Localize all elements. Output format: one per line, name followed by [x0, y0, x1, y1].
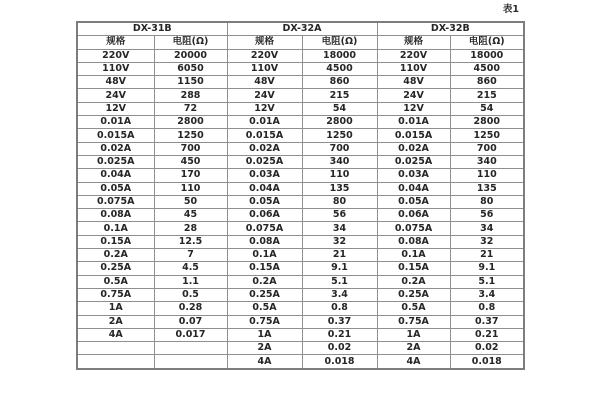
table-cell: 0.5A [77, 275, 154, 288]
table-cell: 1A [227, 328, 302, 341]
table-cell: 0.1A [77, 222, 154, 235]
table-cell: 24V [377, 89, 450, 102]
table-cell: 2A [77, 315, 154, 328]
table-row [77, 129, 524, 142]
table-cell: 0.04A [77, 169, 154, 182]
table-row [77, 275, 524, 288]
table-cell: 0.017 [154, 328, 227, 341]
table-cell: 0.075A [77, 195, 154, 208]
table-header [77, 22, 524, 49]
table-cell: 4500 [450, 62, 524, 75]
table-cell: 21 [450, 249, 524, 262]
table-cell: 340 [302, 155, 377, 168]
table-cell: 0.8 [302, 302, 377, 315]
table-cell: 80 [450, 195, 524, 208]
table-cell: 0.08A [377, 235, 450, 248]
table-cell: 0.05A [377, 195, 450, 208]
table-cell: 2A [227, 342, 302, 355]
table-cell: 4500 [302, 62, 377, 75]
table-cell: 110V [377, 62, 450, 75]
table-cell: 0.04A [377, 182, 450, 195]
table-cell: 215 [302, 89, 377, 102]
table-cell: 0.28 [154, 302, 227, 315]
table-cell [154, 355, 227, 369]
table-row [77, 155, 524, 168]
section-title-dx32a: DX-32A [227, 22, 377, 36]
table-cell: 4A [227, 355, 302, 369]
table-row [77, 328, 524, 341]
table-row [77, 302, 524, 315]
table-cell: 24V [77, 89, 154, 102]
table-row [77, 89, 524, 102]
table-cell: 0.01A [77, 116, 154, 129]
table-cell: 12.5 [154, 235, 227, 248]
table-body [77, 49, 524, 369]
table-cell: 2A [377, 342, 450, 355]
table-cell: 0.2A [77, 249, 154, 262]
table-cell: 0.5A [227, 302, 302, 315]
table-cell: 1150 [154, 76, 227, 89]
section-title-dx31b: DX-31B [77, 22, 227, 36]
table-cell: 110V [77, 62, 154, 75]
table-cell: 1A [377, 328, 450, 341]
table-cell [77, 355, 154, 369]
table-cell: 0.37 [450, 315, 524, 328]
table-row [77, 62, 524, 75]
table-cell: 0.04A [227, 182, 302, 195]
table-cell: 135 [302, 182, 377, 195]
table-cell: 0.03A [377, 169, 450, 182]
table-cell: 1250 [302, 129, 377, 142]
table-cell: 170 [154, 169, 227, 182]
table-cell: 21 [302, 249, 377, 262]
table-cell: 0.1A [227, 249, 302, 262]
table-cell: 0.02A [227, 142, 302, 155]
table-cell: 0.02A [377, 142, 450, 155]
table-cell: 0.015A [377, 129, 450, 142]
table-cell: 48V [377, 76, 450, 89]
table-cell: 2800 [154, 116, 227, 129]
table-row [77, 315, 524, 328]
table-cell: 0.02 [302, 342, 377, 355]
table-cell: 0.15A [77, 235, 154, 248]
column-header-resistance: 电阻(Ω) [154, 36, 227, 49]
column-header-spec: 规格 [227, 36, 302, 49]
table-row [77, 142, 524, 155]
table-cell: 0.1A [377, 249, 450, 262]
table-cell: 6050 [154, 62, 227, 75]
table-cell: 18000 [450, 49, 524, 62]
table-cell: 0.75A [227, 315, 302, 328]
table-cell: 700 [450, 142, 524, 155]
table-cell: 1A [77, 302, 154, 315]
table-cell: 215 [450, 89, 524, 102]
table-cell: 80 [302, 195, 377, 208]
table-cell: 9.1 [450, 262, 524, 275]
section-title-dx32b: DX-32B [377, 22, 524, 36]
table-cell: 12V [77, 102, 154, 115]
table-cell: 0.21 [302, 328, 377, 341]
table-row [77, 169, 524, 182]
table-cell: 110 [302, 169, 377, 182]
table-cell: 56 [302, 209, 377, 222]
table-cell: 3.4 [450, 288, 524, 301]
table-row [77, 195, 524, 208]
table-cell: 0.01A [377, 116, 450, 129]
table-cell: 7 [154, 249, 227, 262]
table-row [77, 76, 524, 89]
column-header-spec: 规格 [77, 36, 154, 49]
table-cell: 0.02 [450, 342, 524, 355]
table-cell: 0.5A [377, 302, 450, 315]
table-cell: 0.15A [227, 262, 302, 275]
table-cell: 1250 [154, 129, 227, 142]
table-cell: 0.015A [227, 129, 302, 142]
table-cell: 0.5 [154, 288, 227, 301]
table-cell: 0.075A [227, 222, 302, 235]
table-cell: 2800 [302, 116, 377, 129]
table-cell: 45 [154, 209, 227, 222]
table-cell: 24V [227, 89, 302, 102]
table-cell: 4.5 [154, 262, 227, 275]
table-cell: 32 [302, 235, 377, 248]
column-header-resistance: 电阻(Ω) [450, 36, 524, 49]
table-cell: 0.018 [302, 355, 377, 369]
table-row [77, 249, 524, 262]
table-caption: 表1 [502, 4, 519, 15]
table-row [77, 116, 524, 129]
table-cell: 20000 [154, 49, 227, 62]
table-cell: 12V [377, 102, 450, 115]
table-cell: 110 [154, 182, 227, 195]
table-cell: 3.4 [302, 288, 377, 301]
table-cell: 54 [302, 102, 377, 115]
table-cell: 48V [227, 76, 302, 89]
table-cell: 0.21 [450, 328, 524, 341]
table-cell: 0.03A [227, 169, 302, 182]
column-header-resistance: 电阻(Ω) [302, 36, 377, 49]
table-cell: 56 [450, 209, 524, 222]
table-cell: 0.025A [227, 155, 302, 168]
table-cell: 2800 [450, 116, 524, 129]
table-cell: 110V [227, 62, 302, 75]
table-cell: 220V [377, 49, 450, 62]
table-cell: 28 [154, 222, 227, 235]
table-row [77, 222, 524, 235]
table-cell: 72 [154, 102, 227, 115]
table-row [77, 209, 524, 222]
table-cell [154, 342, 227, 355]
table-cell: 0.018 [450, 355, 524, 369]
table-row [77, 288, 524, 301]
table-cell: 0.2A [227, 275, 302, 288]
table-cell: 0.05A [227, 195, 302, 208]
table-cell: 32 [450, 235, 524, 248]
table-cell: 9.1 [302, 262, 377, 275]
table-row [77, 49, 524, 62]
table-cell: 0.06A [377, 209, 450, 222]
table-cell: 0.2A [377, 275, 450, 288]
table-row [77, 102, 524, 115]
table-cell: 0.06A [227, 209, 302, 222]
section-title-row [77, 22, 524, 36]
table-cell: 1.1 [154, 275, 227, 288]
column-header-row [77, 36, 524, 49]
table-cell: 54 [450, 102, 524, 115]
table-cell: 0.15A [377, 262, 450, 275]
table-cell: 0.25A [227, 288, 302, 301]
table-cell: 860 [302, 76, 377, 89]
table-cell: 288 [154, 89, 227, 102]
table-row [77, 355, 524, 369]
table-cell: 5.1 [302, 275, 377, 288]
table-cell: 340 [450, 155, 524, 168]
table-cell: 220V [227, 49, 302, 62]
table-cell: 48V [77, 76, 154, 89]
table-cell: 0.08A [227, 235, 302, 248]
table-cell: 50 [154, 195, 227, 208]
table-cell: 0.015A [77, 129, 154, 142]
table-cell: 34 [450, 222, 524, 235]
table-cell: 110 [450, 169, 524, 182]
table-cell: 135 [450, 182, 524, 195]
column-header-spec: 规格 [377, 36, 450, 49]
table-cell: 0.75A [377, 315, 450, 328]
table-cell: 4A [377, 355, 450, 369]
table-cell: 0.25A [377, 288, 450, 301]
table-row [77, 182, 524, 195]
table-cell: 0.8 [450, 302, 524, 315]
resistance-table [76, 21, 525, 370]
table-row [77, 262, 524, 275]
table-cell: 1250 [450, 129, 524, 142]
table-row [77, 235, 524, 248]
table-cell: 0.07 [154, 315, 227, 328]
table-cell [77, 342, 154, 355]
table-cell: 5.1 [450, 275, 524, 288]
table-cell: 34 [302, 222, 377, 235]
table-cell: 860 [450, 76, 524, 89]
table-cell: 0.75A [77, 288, 154, 301]
table-cell: 0.01A [227, 116, 302, 129]
table-cell: 0.08A [77, 209, 154, 222]
table-cell: 4A [77, 328, 154, 341]
table-cell: 0.05A [77, 182, 154, 195]
table-cell: 12V [227, 102, 302, 115]
table-cell: 0.025A [77, 155, 154, 168]
table-cell: 0.02A [77, 142, 154, 155]
table-cell: 0.25A [77, 262, 154, 275]
table-cell: 0.025A [377, 155, 450, 168]
table-cell: 18000 [302, 49, 377, 62]
table-row [77, 342, 524, 355]
table-cell: 0.37 [302, 315, 377, 328]
table-cell: 450 [154, 155, 227, 168]
table-cell: 220V [77, 49, 154, 62]
table-cell: 700 [154, 142, 227, 155]
table-cell: 0.075A [377, 222, 450, 235]
table-cell: 700 [302, 142, 377, 155]
